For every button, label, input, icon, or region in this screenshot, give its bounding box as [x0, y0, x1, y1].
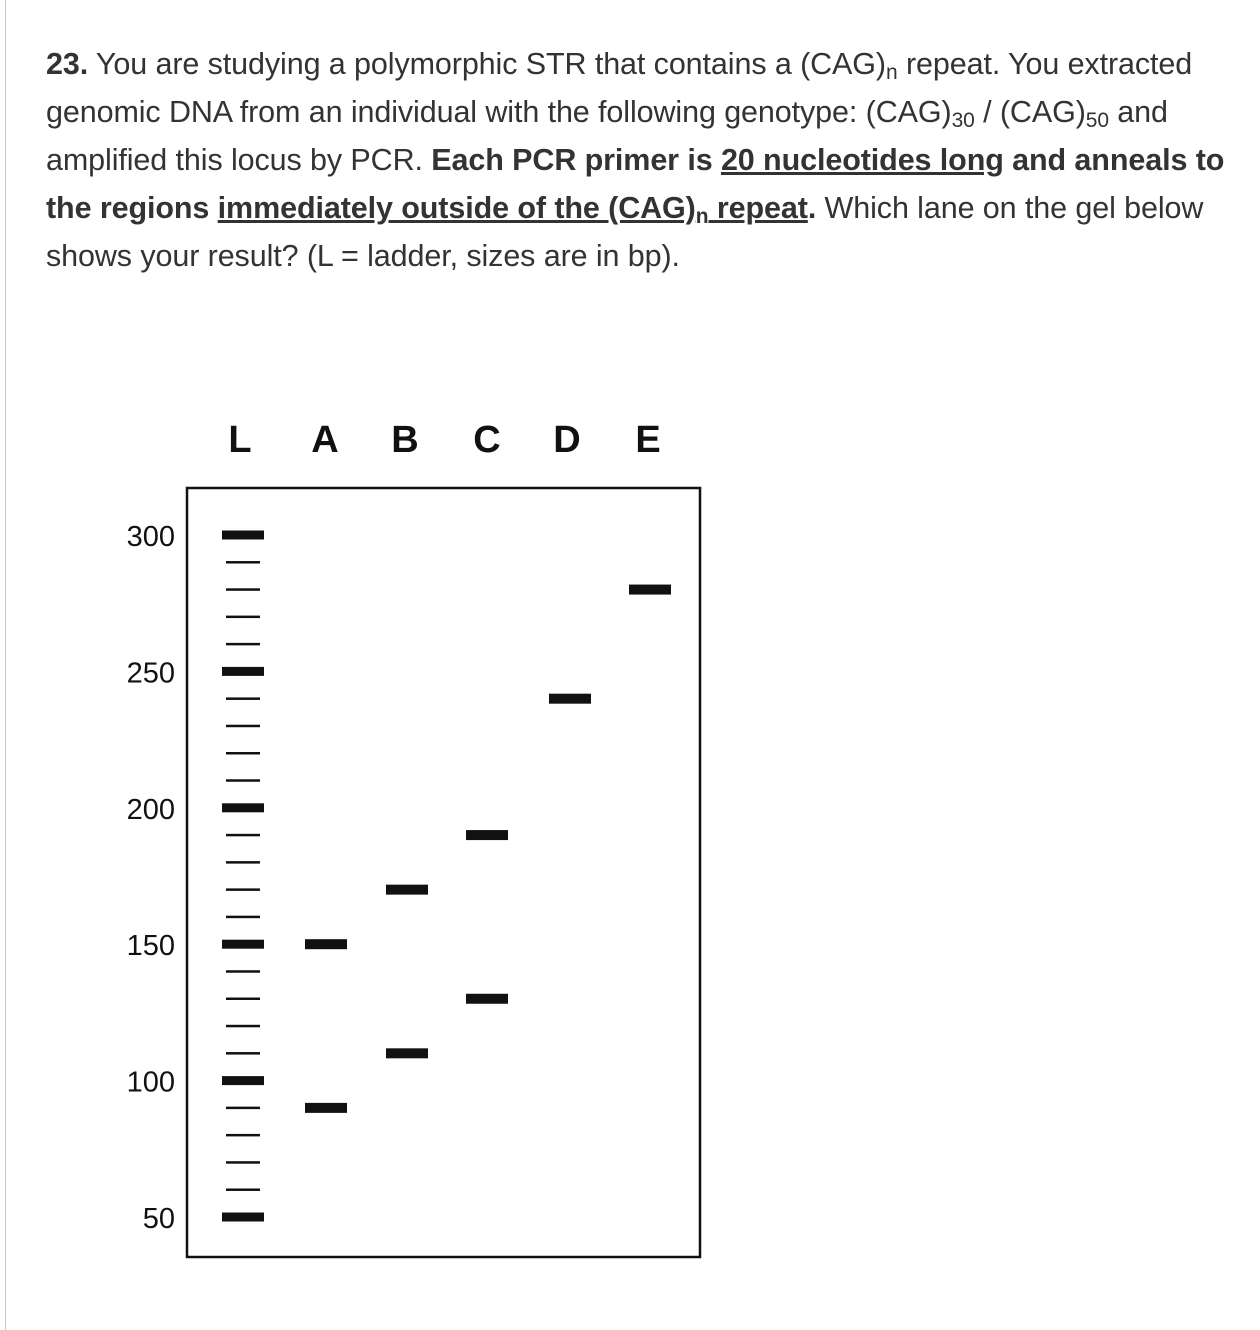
lane-label-b: B — [391, 419, 419, 461]
ladder-band-260 — [226, 643, 260, 646]
ladder-band-120 — [226, 1025, 260, 1028]
band-lane-a-150 — [305, 939, 347, 949]
ladder-band-210 — [226, 779, 260, 782]
ladder-band-170 — [226, 888, 260, 891]
size-label-200: 200 — [126, 793, 175, 826]
size-label-50: 50 — [142, 1203, 175, 1235]
lane-label-e: E — [635, 419, 661, 461]
band-lane-a-90 — [305, 1103, 347, 1113]
ladder-band-160 — [226, 916, 260, 919]
ladder-band-300 — [222, 531, 264, 540]
ladder-band-50 — [222, 1213, 264, 1222]
lane-label-d: D — [553, 419, 581, 461]
ladder-band-110 — [226, 1052, 260, 1055]
lane-labels — [228, 419, 660, 461]
size-label-250: 250 — [126, 657, 175, 690]
question-text: 23. You are studying a polymorphic STR that contains a $(CAG)_n$ repeat. You extracted genomic DNA from an individual with the following genotype: $(CAG)_{30} / (CAG)_{50}$ and amplified this locus by PCR. Each PCR primer is 20 nucleotides long and anneals to the regions immediately outside of the $(CAG)_n$ repeat. Which lane on the gel below shows your result? (L = ladder, sizes are in bp). — [46, 47, 1225, 273]
size-label-300: 300 — [126, 521, 175, 553]
ladder-band-150 — [222, 940, 264, 949]
ladder-band-100 — [222, 1076, 264, 1085]
ladder-lane — [222, 531, 264, 1222]
band-lane-d-240 — [549, 694, 591, 704]
ladder-band-240 — [226, 697, 260, 700]
ladder-band-230 — [226, 725, 260, 728]
ladder-band-220 — [226, 752, 260, 755]
question-number: 23. — [46, 47, 89, 81]
ladder-band-200 — [222, 803, 264, 812]
ladder-band-180 — [226, 861, 260, 864]
ladder-band-270 — [226, 616, 260, 619]
gel-frame — [187, 488, 700, 1257]
lane-label-a: A — [311, 419, 339, 461]
ladder-band-280 — [226, 588, 260, 591]
ladder-band-90 — [226, 1107, 260, 1110]
ladder-band-130 — [226, 998, 260, 1001]
band-lane-c-130 — [466, 994, 508, 1004]
ladder-band-60 — [226, 1188, 260, 1191]
lane-label-c: C — [473, 419, 501, 461]
primer-instruction: Each PCR primer is 20 nucleotides long and anneals to the regions immediately outside of the $(CAG)_n$ repeat. — [46, 143, 1225, 228]
ladder-band-290 — [226, 561, 260, 564]
band-lane-c-190 — [466, 830, 508, 840]
ladder-band-80 — [226, 1134, 260, 1137]
sample-lanes — [305, 585, 671, 1113]
size-label-150: 150 — [126, 930, 175, 963]
size-label-100: 100 — [126, 1066, 175, 1099]
ladder-band-190 — [226, 834, 260, 837]
band-lane-e-280 — [629, 585, 671, 595]
size-labels — [127, 521, 175, 1235]
band-lane-b-110 — [386, 1048, 428, 1058]
band-lane-b-170 — [386, 885, 428, 895]
ladder-band-140 — [226, 970, 260, 973]
ladder-band-250 — [222, 667, 264, 676]
lane-label-l: L — [228, 419, 252, 461]
ladder-band-70 — [226, 1161, 260, 1164]
